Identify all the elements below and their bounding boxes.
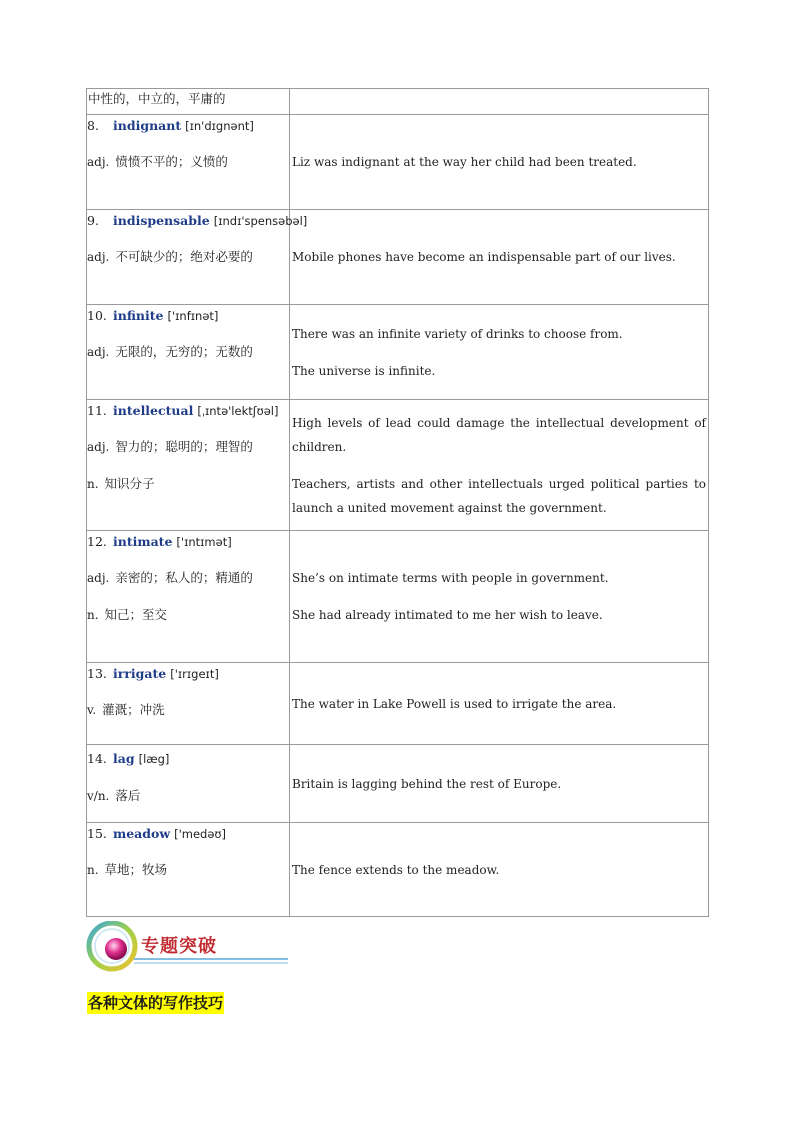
entry-number: 14. [87,751,107,766]
example-cell [290,305,709,400]
vocab-word: indispensable [113,213,210,228]
vocab-word: irrigate [113,666,167,681]
vocab-word: meadow [113,826,171,841]
vocab-word: infinite [113,308,164,323]
entry-number: 15. [87,826,107,841]
table-row [87,115,709,210]
phonetic: ['medəʊ] [174,827,227,841]
example-cell [290,115,709,210]
word-line [87,663,289,685]
word-line [87,748,289,770]
part-of-speech: adj. [87,250,110,264]
example-sentence: Mobile phones have become an indispensable part of our lives. [292,250,676,264]
example-cell [290,400,709,531]
word-line [87,305,289,327]
example-sentence: Britain is lagging behind the rest of Europe. [292,776,562,791]
chinese-definition: 知识分子 [104,476,155,491]
part-of-speech: n. [87,477,99,491]
phonetic: [ɪndɪ'spensəbəl] [213,214,308,228]
phonetic: ['ɪrɪgeɪt] [170,667,219,681]
example-sentence: She’s on intimate terms with people in government. [292,571,609,585]
example-cell [290,531,709,663]
part-of-speech: adj. [87,571,110,585]
phonetic: [ˌɪntə'lektʃʊəl] [197,404,279,418]
word-cell [87,823,290,917]
word-line [87,210,308,232]
chinese-definition: 不可缺少的；绝对必要的 [115,249,253,264]
table-row [87,663,709,745]
word-cell [87,663,290,745]
entry-number: 8. [87,118,99,133]
phonetic: ['ɪnfɪnət] [167,309,219,323]
part-of-speech: adj. [87,345,110,359]
example-sentence: The fence extends to the meadow. [292,862,500,877]
chinese-definition: 无限的，无穷的；无数的 [115,344,253,359]
chinese-definition: 草地；牧场 [104,862,168,877]
chinese-definition: 亲密的；私人的；精通的 [115,570,253,585]
example-cell [290,89,709,115]
example-sentence: Teachers, artists and other intellectuals urged political parties to launch a united movement against the government. [292,476,706,515]
word-cell [87,115,290,210]
example-sentence: Liz was indignant at the way her child had been treated. [292,155,637,169]
phonetic: [læg] [138,752,170,766]
chinese-definition: 愤愤不平的；义愤的 [115,154,228,169]
word-line [87,400,289,422]
chinese-definition: 灌溉；冲洗 [102,702,165,717]
definition-line [87,341,289,363]
word-cell [87,210,308,305]
phonetic: [ɪn'dɪgnənt] [185,119,254,133]
part-of-speech: adj. [87,440,110,454]
entry-number: 13. [87,666,107,681]
entry-number: 11. [87,403,107,418]
word-cell [87,745,290,823]
table-row [87,210,709,305]
definition-line [87,859,289,881]
vocabulary-table-body [87,89,709,917]
example-cell [290,823,709,917]
example-sentence: There was an infinite variety of drinks to choose from. [292,326,623,341]
word-line [87,531,289,553]
chinese-definition: 落后 [115,788,141,803]
part-of-speech: v. [87,703,97,717]
entry-number: 9. [87,213,99,228]
part-of-speech: n. [87,608,99,622]
part-of-speech: n. [87,863,99,877]
word-cell [87,305,290,400]
table-row [87,305,709,400]
vocab-word: intellectual [113,403,194,418]
vocab-word: intimate [113,534,173,549]
example-sentence: The universe is infinite. [292,363,436,378]
word-line [87,823,289,845]
definition-line [87,246,289,268]
part-of-speech: adj. [87,155,110,169]
phonetic: ['ɪntɪmət] [176,535,232,549]
definition-line [87,151,289,173]
table-row [87,823,709,917]
definition-line [87,436,289,458]
definition-line [87,699,289,721]
part-of-speech: v/n. [87,789,110,803]
definition-line [87,785,289,807]
section-title: 专题突破 [141,936,217,957]
vocab-word: indignant [113,118,182,133]
definition-line [87,473,289,495]
chinese-definition: 中性的，中立的，平庸的 [88,91,226,106]
chinese-definition: 知己；至交 [104,607,168,622]
example-sentence: She had already intimated to me her wish to leave. [292,608,603,622]
word-cell [87,89,290,115]
example-cell [290,745,709,823]
example-cell [290,210,709,305]
example-sentence: High levels of lead could damage the intellectual development of children. [292,415,706,454]
word-cell [87,531,290,663]
table-row [87,531,709,663]
table-row [87,89,709,115]
word-cell [87,400,290,531]
table-row [87,400,709,531]
definition-line [87,604,289,626]
word-line [87,115,289,137]
definition-line [87,567,289,589]
vocabulary-table [86,88,709,917]
subheading-highlight: 各种文体的写作技巧 [88,994,224,1012]
example-cell [290,663,709,745]
table-row [87,745,709,823]
entry-number: 12. [87,534,107,549]
entry-number: 10. [87,308,107,323]
vocab-word: lag [113,751,135,766]
chinese-definition: 智力的；聪明的；理智的 [115,439,253,454]
example-sentence: The water in Lake Powell is used to irrigate the area. [292,696,617,711]
